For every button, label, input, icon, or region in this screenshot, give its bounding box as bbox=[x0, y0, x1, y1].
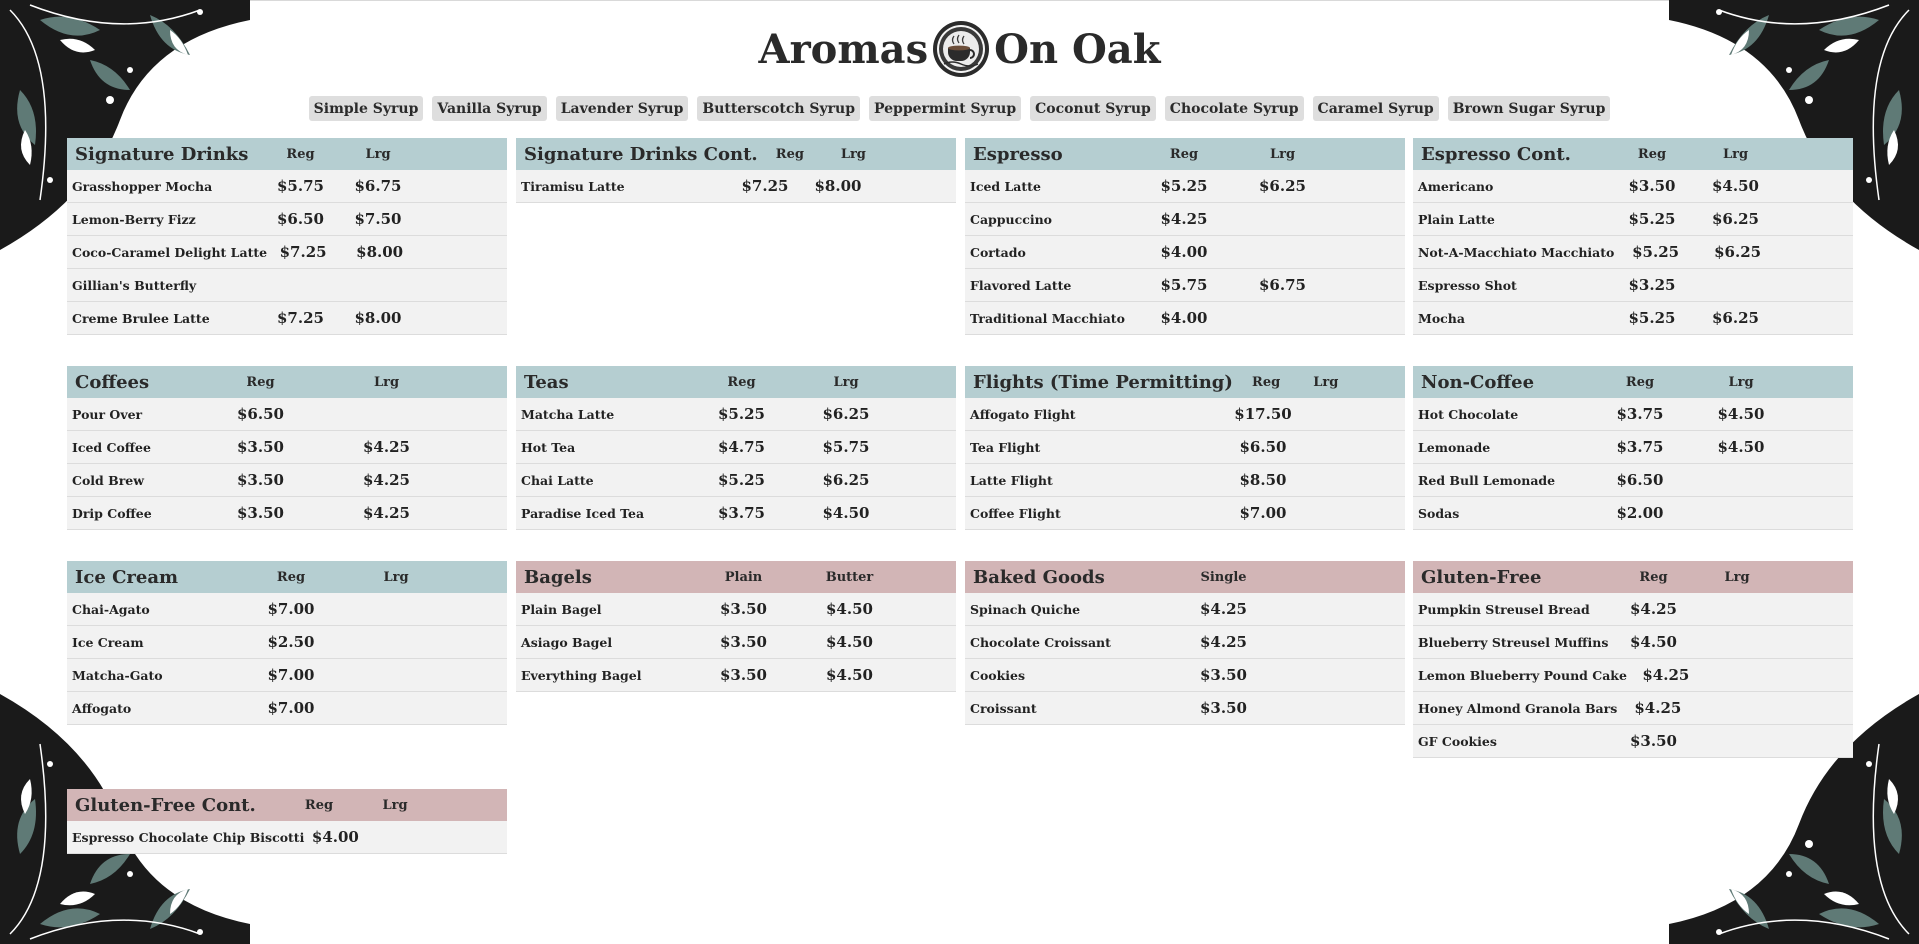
section-baked-goods bbox=[965, 561, 1405, 725]
menu-row bbox=[67, 431, 507, 464]
menu-item-name: Drip Coffee bbox=[72, 505, 152, 521]
menu-row bbox=[67, 170, 507, 203]
menu-row bbox=[1413, 236, 1853, 269]
section-title: Flights (Time Permitting) bbox=[973, 371, 1233, 393]
menu-item-price: $6.50 bbox=[237, 405, 284, 423]
menu-item-price: $7.25 bbox=[741, 177, 789, 195]
column-header: Lrg bbox=[373, 374, 400, 390]
section-title: Non-Coffee bbox=[1421, 371, 1535, 393]
column-header: Lrg bbox=[1313, 374, 1339, 390]
section-coffees bbox=[67, 366, 507, 530]
menu-item-price: $6.25 bbox=[1714, 243, 1762, 261]
section-gluten-free-cont bbox=[67, 789, 507, 854]
menu-item-price: $7.25 bbox=[277, 309, 324, 327]
column-header: Reg bbox=[727, 374, 756, 390]
menu-item-price: $5.75 bbox=[277, 177, 324, 195]
column-header: Reg bbox=[1625, 374, 1655, 390]
menu-item-price: $6.50 bbox=[1239, 438, 1287, 456]
menu-item-price: $3.50 bbox=[1630, 732, 1677, 750]
section-header bbox=[516, 366, 956, 398]
menu-item-name: Hot Chocolate bbox=[1418, 406, 1519, 422]
menu-row bbox=[1413, 497, 1853, 530]
menu-item-price: $7.00 bbox=[267, 666, 315, 684]
menu-item-name: Lemonade bbox=[1418, 439, 1491, 455]
menu-item-name: Ice Cream bbox=[72, 634, 144, 650]
menu-item-price: $3.50 bbox=[720, 600, 767, 618]
section-gluten-free bbox=[1413, 561, 1853, 758]
syrup-list bbox=[0, 96, 1919, 121]
syrup-chip[interactable]: Peppermint Syrup bbox=[869, 96, 1021, 121]
syrup-chip[interactable]: Coconut Syrup bbox=[1030, 96, 1156, 121]
menu-item-price: $4.50 bbox=[1717, 405, 1765, 423]
section-title: Ice Cream bbox=[75, 566, 179, 588]
column-header: Reg bbox=[304, 797, 334, 813]
menu-item-name: Iced Latte bbox=[970, 178, 1041, 194]
syrup-chip[interactable]: Butterscotch Syrup bbox=[697, 96, 860, 121]
menu-item-name: Tiramisu Latte bbox=[521, 178, 625, 194]
menu-item-name: Affogato bbox=[72, 700, 132, 716]
title-left: Aromas bbox=[758, 25, 929, 73]
menu-item-name: Affogato Flight bbox=[970, 406, 1076, 422]
menu-item-name: Espresso Shot bbox=[1418, 277, 1517, 293]
menu-row bbox=[516, 497, 956, 530]
menu-item-price: $4.00 bbox=[311, 828, 359, 846]
menu-item-name: Iced Coffee bbox=[72, 439, 151, 455]
menu-row bbox=[965, 593, 1405, 626]
menu-item-price: $4.25 bbox=[1160, 210, 1208, 228]
menu-item-name: Plain Bagel bbox=[521, 601, 602, 617]
syrup-chip[interactable]: Simple Syrup bbox=[309, 96, 424, 121]
menu-item-name: Croissant bbox=[970, 700, 1037, 716]
menu-row bbox=[1413, 302, 1853, 335]
menu-item-name: Matcha Latte bbox=[521, 406, 615, 422]
menu-item-price: $4.75 bbox=[718, 438, 765, 456]
column-header: Reg bbox=[1639, 569, 1668, 585]
menu-row bbox=[1413, 398, 1853, 431]
menu-row bbox=[516, 659, 956, 692]
menu-item-price: $8.00 bbox=[354, 309, 402, 327]
menu-item-name: GF Cookies bbox=[1418, 733, 1497, 749]
menu-item-price: $6.25 bbox=[822, 405, 870, 423]
menu-item-name: Asiago Bagel bbox=[521, 634, 613, 650]
menu-item-price: $4.25 bbox=[363, 504, 410, 522]
section-title: Coffees bbox=[75, 371, 150, 393]
menu-row bbox=[67, 659, 507, 692]
title-right: On Oak bbox=[994, 25, 1161, 73]
top-border bbox=[0, 0, 1919, 1]
menu-item-price: $2.00 bbox=[1616, 504, 1664, 522]
menu-item-price: $7.00 bbox=[1239, 504, 1287, 522]
section-header bbox=[516, 561, 956, 593]
column-header: Reg bbox=[1252, 374, 1281, 390]
section-title: Baked Goods bbox=[973, 566, 1105, 588]
menu-row bbox=[67, 203, 507, 236]
menu-row bbox=[1413, 203, 1853, 236]
section-header bbox=[1413, 138, 1853, 170]
menu-item-name: Creme Brulee Latte bbox=[72, 310, 210, 326]
section-title: Espresso Cont. bbox=[1421, 143, 1571, 165]
menu-row bbox=[516, 626, 956, 659]
menu-row bbox=[67, 236, 507, 269]
menu-row bbox=[1413, 269, 1853, 302]
section-bagels bbox=[516, 561, 956, 692]
menu-item-name: Honey Almond Granola Bars bbox=[1418, 700, 1618, 716]
menu-row bbox=[67, 593, 507, 626]
menu-row bbox=[965, 626, 1405, 659]
section-title: Gluten-Free Cont. bbox=[75, 794, 256, 816]
column-header: Reg bbox=[1637, 146, 1667, 162]
section-teas bbox=[516, 366, 956, 530]
column-header: Reg bbox=[276, 569, 306, 585]
menu-item-price: $4.25 bbox=[1634, 699, 1682, 717]
menu-item-name: Grasshopper Mocha bbox=[72, 178, 213, 194]
menu-row bbox=[516, 398, 956, 431]
menu-item-name: Pour Over bbox=[72, 406, 143, 422]
menu-item-price: $4.25 bbox=[1630, 600, 1677, 618]
menu-row bbox=[965, 302, 1405, 335]
menu-row bbox=[965, 692, 1405, 725]
menu-row bbox=[516, 593, 956, 626]
menu-item-price: $8.00 bbox=[814, 177, 862, 195]
section-signature-drinks-cont bbox=[516, 138, 956, 203]
syrup-chip[interactable]: Brown Sugar Syrup bbox=[1448, 96, 1611, 121]
menu-item-price: $7.00 bbox=[267, 600, 315, 618]
section-espresso bbox=[965, 138, 1405, 335]
section-header bbox=[1413, 561, 1853, 593]
menu-item-name: Everything Bagel bbox=[521, 667, 642, 683]
menu-row bbox=[965, 659, 1405, 692]
page-title bbox=[0, 20, 1919, 78]
menu-item-price: $6.75 bbox=[354, 177, 402, 195]
menu-item-price: $3.75 bbox=[1616, 438, 1664, 456]
menu-item-name: Pumpkin Streusel Bread bbox=[1418, 601, 1590, 617]
menu-item-price: $6.25 bbox=[1259, 177, 1306, 195]
menu-row bbox=[67, 269, 507, 302]
menu-item-price: $4.50 bbox=[826, 600, 873, 618]
menu-item-name: Americano bbox=[1418, 178, 1494, 194]
menu-item-name: Hot Tea bbox=[521, 439, 576, 455]
menu-item-price: $6.75 bbox=[1259, 276, 1306, 294]
section-header bbox=[965, 561, 1405, 593]
menu-item-price: $5.25 bbox=[1628, 210, 1676, 228]
menu-item-price: $8.00 bbox=[356, 243, 404, 261]
menu-item-price: $3.25 bbox=[1628, 276, 1676, 294]
menu-item-price: $4.25 bbox=[363, 438, 410, 456]
menu-item-price: $3.50 bbox=[720, 633, 767, 651]
menu-row bbox=[67, 626, 507, 659]
menu-item-price: $5.25 bbox=[718, 471, 765, 489]
column-header: Lrg bbox=[383, 569, 409, 585]
menu-row bbox=[965, 431, 1405, 464]
menu-item-name: Paradise Iced Tea bbox=[521, 505, 645, 521]
menu-item-price: $6.25 bbox=[1712, 309, 1759, 327]
menu-item-name: Blueberry Streusel Muffins bbox=[1418, 634, 1609, 650]
section-title: Gluten-Free bbox=[1421, 566, 1542, 588]
menu-row bbox=[67, 821, 507, 854]
section-header bbox=[67, 561, 507, 593]
menu-row bbox=[67, 464, 507, 497]
coffee-cup-emblem-icon bbox=[932, 20, 990, 78]
column-header: Reg bbox=[286, 146, 315, 162]
column-header: Single bbox=[1200, 569, 1247, 585]
syrup-chip[interactable]: Vanilla Syrup bbox=[432, 96, 546, 121]
section-signature-drinks bbox=[67, 138, 507, 335]
column-header: Reg bbox=[775, 146, 804, 162]
column-header: Lrg bbox=[1722, 146, 1749, 162]
menu-item-name: Lemon-Berry Fizz bbox=[72, 211, 196, 227]
menu-row bbox=[965, 497, 1405, 530]
menu-row bbox=[1413, 593, 1853, 626]
menu-item-price: $17.50 bbox=[1234, 405, 1292, 423]
column-header: Butter bbox=[825, 569, 874, 585]
menu-row bbox=[1413, 659, 1853, 692]
menu-item-price: $3.50 bbox=[1200, 699, 1247, 717]
section-header bbox=[67, 366, 507, 398]
column-header: Lrg bbox=[1269, 146, 1296, 162]
menu-item-price: $4.25 bbox=[1642, 666, 1690, 684]
menu-item-price: $4.50 bbox=[1717, 438, 1765, 456]
menu-item-price: $3.50 bbox=[720, 666, 767, 684]
section-flights bbox=[965, 366, 1405, 530]
menu-item-price: $7.00 bbox=[267, 699, 315, 717]
menu-item-price: $3.75 bbox=[1616, 405, 1664, 423]
menu-item-name: Not-A-Macchiato Macchiato bbox=[1418, 244, 1615, 260]
menu-item-price: $4.50 bbox=[826, 633, 873, 651]
menu-item-price: $4.50 bbox=[822, 504, 870, 522]
menu-item-name: Traditional Macchiato bbox=[970, 310, 1125, 326]
menu-item-price: $5.25 bbox=[1632, 243, 1680, 261]
column-header: Lrg bbox=[1724, 569, 1750, 585]
menu-row bbox=[1413, 725, 1853, 758]
menu-item-price: $6.50 bbox=[277, 210, 324, 228]
menu-item-price: $4.50 bbox=[826, 666, 873, 684]
syrup-chip[interactable]: Chocolate Syrup bbox=[1165, 96, 1304, 121]
menu-row bbox=[1413, 464, 1853, 497]
menu-row bbox=[67, 692, 507, 725]
menu-row bbox=[965, 269, 1405, 302]
menu-item-name: Plain Latte bbox=[1418, 211, 1495, 227]
menu-item-name: Gillian's Butterfly bbox=[72, 277, 197, 293]
menu-row bbox=[1413, 692, 1853, 725]
section-header bbox=[1413, 366, 1853, 398]
menu-item-name: Tea Flight bbox=[970, 439, 1041, 455]
menu-item-price: $4.25 bbox=[363, 471, 410, 489]
menu-row bbox=[67, 302, 507, 335]
menu-item-price: $4.25 bbox=[1200, 633, 1247, 651]
menu-item-price: $6.50 bbox=[1616, 471, 1664, 489]
section-title: Espresso bbox=[973, 143, 1063, 165]
menu-item-name: Red Bull Lemonade bbox=[1418, 472, 1556, 488]
menu-item-price: $5.75 bbox=[822, 438, 870, 456]
menu-item-price: $5.25 bbox=[718, 405, 765, 423]
menu-item-name: Chai-Agato bbox=[72, 601, 150, 617]
menu-row bbox=[516, 431, 956, 464]
column-header: Lrg bbox=[840, 146, 866, 162]
menu-item-name: Chocolate Croissant bbox=[970, 634, 1111, 650]
menu-row bbox=[1413, 431, 1853, 464]
section-title: Signature Drinks Cont. bbox=[524, 143, 758, 165]
menu-row bbox=[67, 398, 507, 431]
menu-item-price: $4.00 bbox=[1160, 243, 1208, 261]
column-header: Plain bbox=[724, 569, 763, 585]
syrup-chip[interactable]: Caramel Syrup bbox=[1313, 96, 1439, 121]
menu-row bbox=[1413, 626, 1853, 659]
menu-item-name: Lemon Blueberry Pound Cake bbox=[1418, 667, 1627, 683]
menu-item-price: $3.50 bbox=[1628, 177, 1676, 195]
menu-row bbox=[965, 203, 1405, 236]
menu-item-name: Cold Brew bbox=[72, 472, 144, 488]
menu-item-price: $3.50 bbox=[237, 471, 284, 489]
menu-item-name: Matcha-Gato bbox=[72, 667, 163, 683]
menu-item-price: $3.50 bbox=[237, 438, 284, 456]
menu-row bbox=[965, 236, 1405, 269]
menu-item-name: Mocha bbox=[1418, 310, 1465, 326]
column-header: Reg bbox=[246, 374, 275, 390]
menu-item-price: $4.00 bbox=[1160, 309, 1208, 327]
menu-item-price: $8.50 bbox=[1239, 471, 1287, 489]
menu-item-price: $6.25 bbox=[1712, 210, 1759, 228]
menu-item-name: Coco-Caramel Delight Latte bbox=[72, 244, 268, 260]
column-header: Lrg bbox=[1728, 374, 1754, 390]
menu-item-price: $3.50 bbox=[237, 504, 284, 522]
menu-item-name: Cappuccino bbox=[970, 211, 1053, 227]
section-title: Signature Drinks bbox=[75, 143, 249, 165]
menu-item-name: Chai Latte bbox=[521, 472, 594, 488]
menu-item-price: $7.50 bbox=[354, 210, 402, 228]
section-title: Bagels bbox=[524, 566, 592, 588]
section-ice-cream bbox=[67, 561, 507, 725]
menu-item-name: Flavored Latte bbox=[970, 277, 1072, 293]
menu-row bbox=[965, 464, 1405, 497]
column-header: Lrg bbox=[365, 146, 391, 162]
menu-item-price: $7.25 bbox=[279, 243, 327, 261]
menu-item-name: Cookies bbox=[970, 667, 1026, 683]
menu-row bbox=[516, 464, 956, 497]
menu-item-name: Latte Flight bbox=[970, 472, 1053, 488]
menu-item-price: $5.25 bbox=[1628, 309, 1676, 327]
syrup-chip[interactable]: Lavender Syrup bbox=[556, 96, 689, 121]
menu-item-price: $4.25 bbox=[1200, 600, 1247, 618]
section-non-coffee bbox=[1413, 366, 1853, 530]
menu-row bbox=[965, 398, 1405, 431]
menu-item-price: $4.50 bbox=[1712, 177, 1759, 195]
menu-item-name: Espresso Chocolate Chip Biscotti bbox=[72, 829, 305, 845]
menu-item-name: Spinach Quiche bbox=[970, 601, 1081, 617]
section-header bbox=[67, 138, 507, 170]
menu-item-price: $5.25 bbox=[1160, 177, 1208, 195]
section-header bbox=[516, 138, 956, 170]
menu-row bbox=[965, 170, 1405, 203]
section-header bbox=[965, 138, 1405, 170]
section-header bbox=[965, 366, 1405, 398]
menu-item-name: Sodas bbox=[1418, 505, 1460, 521]
menu-row bbox=[516, 170, 956, 203]
menu-item-price: $3.75 bbox=[718, 504, 765, 522]
menu-row bbox=[1413, 170, 1853, 203]
menu-row bbox=[67, 497, 507, 530]
menu-item-price: $2.50 bbox=[267, 633, 315, 651]
menu-item-price: $6.25 bbox=[822, 471, 870, 489]
section-espresso-cont bbox=[1413, 138, 1853, 335]
menu-item-name: Coffee Flight bbox=[970, 505, 1061, 521]
menu-item-name: Cortado bbox=[970, 244, 1026, 260]
menu-item-price: $3.50 bbox=[1200, 666, 1247, 684]
menu-item-price: $5.75 bbox=[1160, 276, 1208, 294]
menu-item-price: $4.50 bbox=[1630, 633, 1677, 651]
column-header: Reg bbox=[1169, 146, 1199, 162]
section-header bbox=[67, 789, 507, 821]
column-header: Lrg bbox=[833, 374, 859, 390]
section-title: Teas bbox=[524, 371, 569, 393]
column-header: Lrg bbox=[382, 797, 408, 813]
